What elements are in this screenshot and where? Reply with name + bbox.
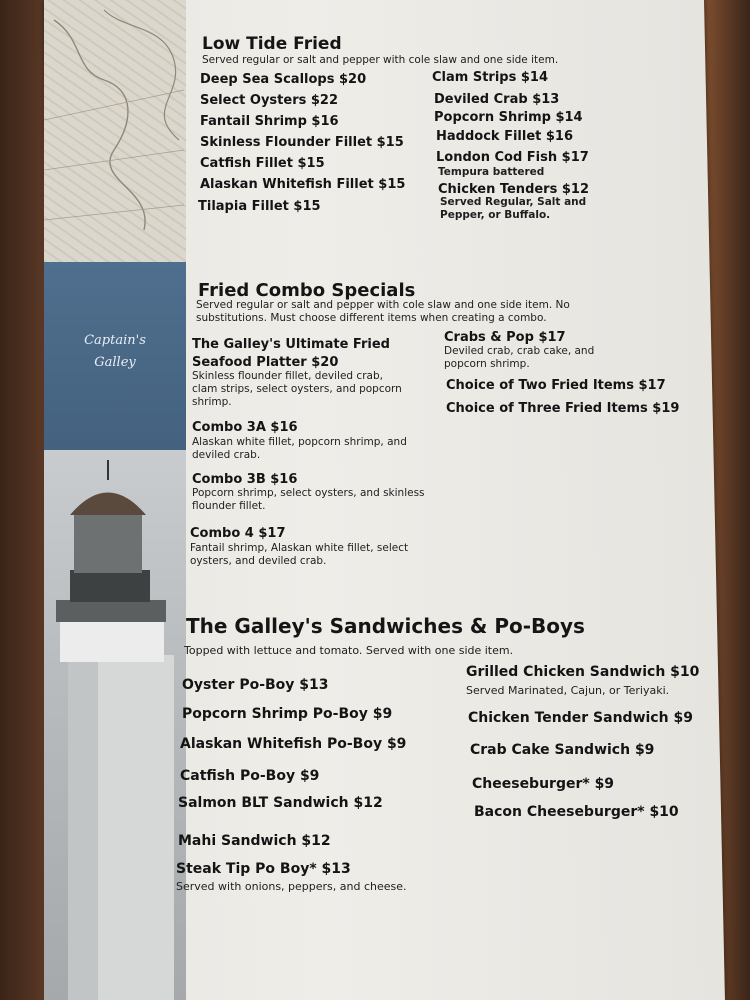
item-note: Popcorn shrimp, select oysters, and skinless flounder fillet. (192, 487, 425, 512)
menu-item: Fantail Shrimp $16 (200, 114, 339, 129)
menu-item: Skinless Flounder Fillet $15 (200, 135, 404, 150)
menu-content (176, 0, 708, 1000)
brand-logo (44, 330, 186, 374)
item-note: Deviled crab, crab cake, and popcorn shrimp. (444, 345, 595, 370)
brand-line-2: Galley (94, 355, 136, 370)
brand-line-1: Captain's (84, 333, 146, 348)
menu-item: Steak Tip Po Boy* $13 (176, 861, 351, 877)
menu-side-art (44, 0, 186, 1000)
menu-item: London Cod Fish $17 (436, 150, 589, 165)
menu-item: Salmon BLT Sandwich $12 (178, 795, 383, 811)
section-title-low-tide: Low Tide Fried (202, 34, 342, 54)
menu-item: Choice of Two Fried Items $17 (446, 378, 666, 393)
item-note: Served with onions, peppers, and cheese. (176, 880, 407, 893)
menu-item: Grilled Chicken Sandwich $10 (466, 664, 700, 680)
menu-item: Crabs & Pop $17 (444, 330, 566, 345)
item-note: Alaskan white fillet, popcorn shrimp, and deviled crab. (192, 436, 407, 461)
menu-item: Tilapia Fillet $15 (198, 199, 321, 214)
menu-item: Combo 3B $16 (192, 472, 298, 487)
lighthouse-icon (44, 450, 186, 1000)
menu-item: Catfish Fillet $15 (200, 156, 325, 171)
item-note: Tempura battered (438, 166, 545, 178)
menu-item: Deep Sea Scallops $20 (200, 72, 367, 87)
item-note: Served Regular, Salt and Pepper, or Buffalo. (440, 196, 587, 221)
low-tide-subtitle: Served regular or salt and pepper with cole slaw and one side item. (202, 54, 559, 66)
sandwiches-subtitle: Topped with lettuce and tomato. Served with one side item. (184, 644, 514, 657)
map-coastline-icon (44, 0, 186, 262)
menu-item: Popcorn Shrimp Po-Boy $9 (182, 706, 393, 722)
menu-item: Crab Cake Sandwich $9 (470, 742, 655, 758)
menu-item: Bacon Cheeseburger* $10 (474, 804, 679, 820)
menu-item: Mahi Sandwich $12 (178, 833, 331, 849)
menu-item: Combo 4 $17 (190, 526, 286, 541)
section-title-combo: Fried Combo Specials (198, 280, 416, 301)
menu-item: Alaskan Whitefish Po-Boy $9 (180, 736, 407, 752)
menu-item: Chicken Tender Sandwich $9 (468, 710, 693, 726)
item-note: Served Marinated, Cajun, or Teriyaki. (466, 684, 670, 697)
menu-item: Choice of Three Fried Items $19 (446, 401, 680, 416)
menu-item: Haddock Fillet $16 (436, 129, 574, 144)
menu-item: Deviled Crab $13 (434, 92, 560, 107)
menu-item: Select Oysters $22 (200, 93, 339, 108)
menu-item: Catfish Po-Boy $9 (180, 768, 320, 784)
menu-item: Combo 3A $16 (192, 420, 298, 435)
menu-item: Chicken Tenders $12 (438, 182, 589, 197)
item-note: Fantail shrimp, Alaskan white fillet, select oysters, and deviled crab. (190, 542, 409, 567)
section-title-sandwiches: The Galley's Sandwiches & Po-Boys (186, 614, 585, 638)
menu-item: Oyster Po-Boy $13 (182, 677, 329, 693)
menu-item: Popcorn Shrimp $14 (434, 110, 583, 125)
combo-subtitle: Served regular or salt and pepper with cole slaw and one side item. No substitutions. Must choose different items when creating a combo. (196, 299, 570, 324)
menu-item: Alaskan Whitefish Fillet $15 (200, 177, 406, 192)
menu-item: Cheeseburger* $9 (472, 776, 615, 792)
menu-item: Clam Strips $14 (432, 70, 548, 85)
item-note: Skinless flounder fillet, deviled crab, clam strips, select oysters, and popcorn shrimp. (192, 370, 402, 408)
menu-item: The Galley's Ultimate Fried Seafood Platter $20 (192, 337, 390, 370)
